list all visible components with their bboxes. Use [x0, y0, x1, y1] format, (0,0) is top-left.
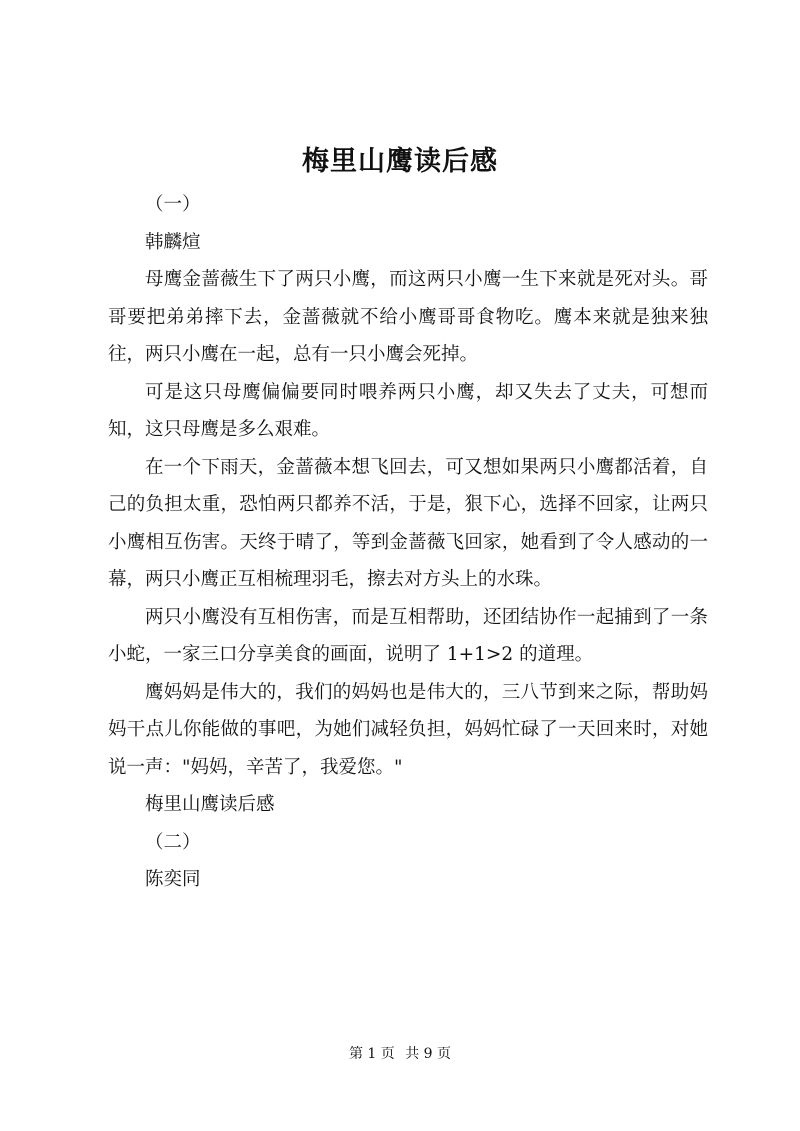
subtitle: 梅里山鹰读后感 [145, 794, 275, 815]
page-total: 共 9 页 [405, 1046, 452, 1062]
author-name: 陈奕同 [145, 869, 201, 890]
document-body [108, 186, 708, 899]
section-label: （一） [145, 194, 201, 215]
page-footer [0, 1044, 800, 1064]
section-label: （二） [145, 831, 201, 853]
paragraph: 可是这只母鹰偏偏要同时喂养两只小鹰，却又失去了丈夫，可想而知，这只母鹰是多么艰难。 [108, 381, 708, 440]
paragraph: 母鹰金蔷薇生下了两只小鹰，而这两只小鹰一生下来就是死对头。哥哥要把弟弟摔下去，金蔷薇就不给小鹰哥哥食物吃。鹰本来就是独来独往，两只小鹰在一起，总有一只小鹰会死掉。 [108, 269, 708, 365]
document-title: 梅里山鹰读后感 [302, 146, 498, 177]
page-number: 第 1 页 [348, 1046, 395, 1062]
paragraph: 鹰妈妈是伟大的，我们的妈妈也是伟大的，三八节到来之际，帮助妈妈干点儿你能做的事吧，为她们减轻负担，妈妈忙碌了一天回来时，对她说一声："妈妈，辛苦了，我爱您。" [108, 681, 708, 778]
paragraph: 在一个下雨天，金蔷薇本想飞回去，可又想如果两只小鹰都活着，自己的负担太重，恐怕两只都养不活，于是，狠下心，选择不回家，让两只小鹰相互伤害。天终于晴了，等到金蔷薇飞回家，她看到了令人感动的一幕，两只小鹰正互相梳理羽毛，擦去对方头上的水珠。 [108, 456, 708, 590]
author-name: 韩麟煊 [145, 231, 201, 253]
paragraph: 两只小鹰没有互相伤害，而是互相帮助，还团结协作一起捕到了一条小蛇，一家三口分享美食的画面，说明了 1+1>2 的道理。 [108, 606, 708, 665]
